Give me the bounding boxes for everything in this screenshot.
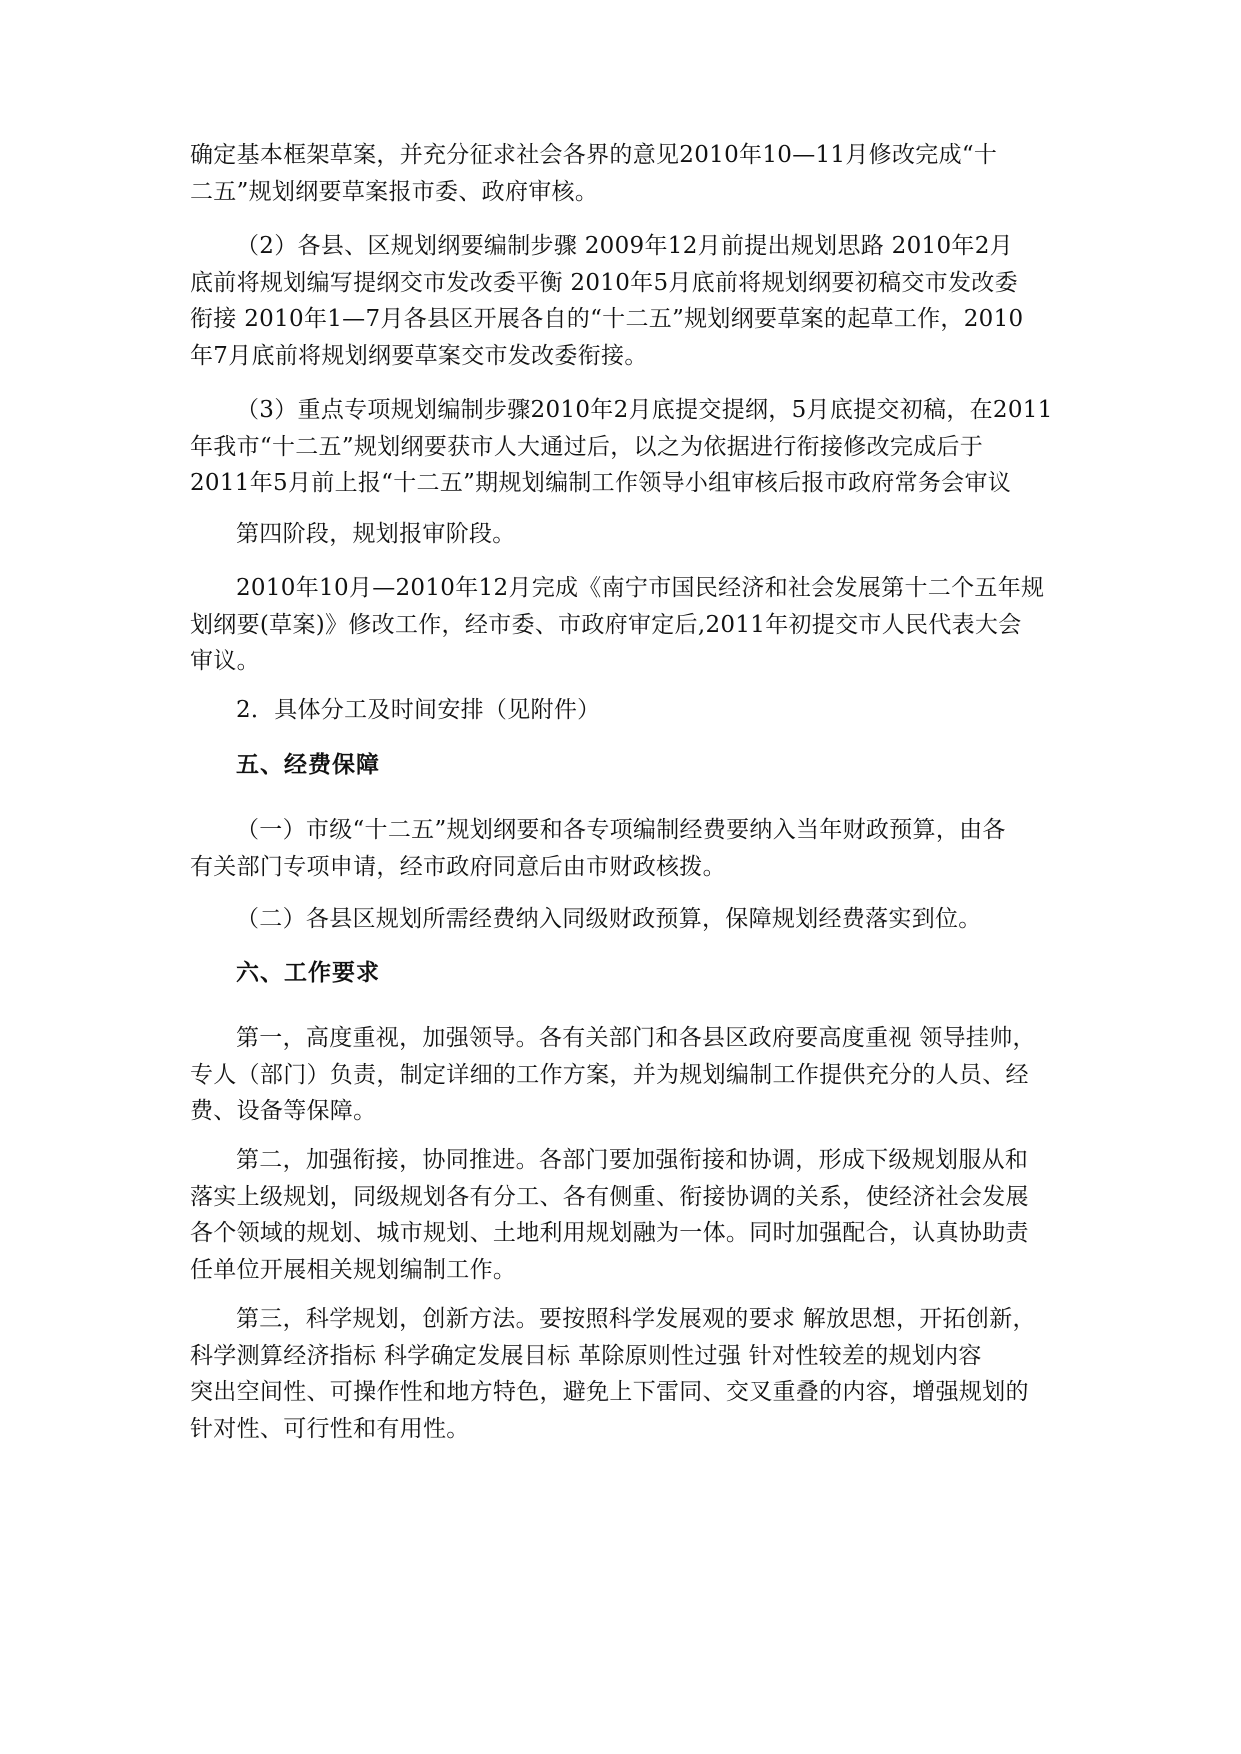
text-line: （二）各县区规划所需经费纳入同级财政预算，保障规划经费落实到位。	[236, 906, 982, 932]
text-line: 针对性、可行性和有用性。	[190, 1415, 470, 1442]
text-line: 年我市“十二五”规划纲要获市人大通过后，以之为依据进行衔接修改完成后于	[190, 433, 984, 460]
text-line: 任单位开展相关规划编制工作。	[190, 1256, 517, 1283]
text-line: 衔接 2010年1—7月各县区开展各自的“十二五”规划纲要草案的起草工作，2010	[190, 306, 1024, 332]
text-line: （3）重点专项规划编制步骤2010年2月底提交提纲，5月底提交初稿，在2011	[236, 397, 1053, 423]
text-line: 费、设备等保障。	[190, 1098, 377, 1124]
paragraph-requirement-one	[190, 1020, 1090, 1130]
paragraph-county-funding	[190, 901, 1090, 938]
text-line: 第三，科学规划，创新方法。要按照科学发展观的要求 解放思想，开拓创新，	[236, 1306, 1036, 1332]
text-line: （2）各县、区规划纲要编制步骤 2009年12月前提出规划思路 2010年2月	[236, 233, 1013, 259]
text-line: 确定基本框架草案，并充分征求社会各界的意见2010年10—11月修改完成“十	[190, 142, 998, 168]
text-line: 审议。	[190, 648, 260, 674]
text-line: 突出空间性、可操作性和地方特色，避免上下雷同、交叉重叠的内容，增强规划的	[190, 1379, 1029, 1405]
text-line: 2010年10月—2010年12月完成《南宁市国民经济和社会发展第十二个五年规	[236, 575, 1045, 601]
text-line: 底前将规划编写提纲交市发改委平衡 2010年5月底前将规划纲要初稿交市发改委	[190, 269, 1018, 296]
text-line: 科学测算经济指标 科学确定发展目标 革除原则性过强 针对性较差的规划内容	[190, 1342, 982, 1369]
paragraph-draft-framework	[190, 137, 1090, 210]
text-line: 2011年5月前上报“十二五”期规划编制工作领导小组审核后报市政府常务会审议	[190, 470, 1012, 496]
section-heading-funding: 五、经费保障	[236, 752, 380, 778]
text-line: 落实上级规划，同级规划各有分工、各有侧重、衔接协调的关系，使经济社会发展	[190, 1183, 1029, 1210]
paragraph-stage-four	[190, 516, 1090, 553]
text-line: 年7月底前将规划纲要草案交市发改委衔接。	[190, 342, 648, 369]
paragraph-county-steps	[190, 228, 1090, 374]
paragraph-requirement-two	[190, 1142, 1090, 1288]
paragraph-special-plan-steps	[190, 392, 1090, 502]
paragraph-review-schedule	[190, 570, 1090, 680]
section-heading-requirements: 六、工作要求	[236, 960, 380, 986]
text-line: 各个领域的规划、城市规划、土地利用规划融为一体。同时加强配合，认真协助责	[190, 1220, 1029, 1246]
text-line: 划纲要(草案)》修改工作，经市委、市政府审定后,2011年初提交市人民代表大会	[190, 611, 1022, 638]
text-line: 有关部门专项申请，经市政府同意后由市财政核拨。	[190, 853, 726, 880]
text-line: 二五”规划纲要草案报市委、政府审核。	[190, 178, 599, 205]
text-line: （一）市级“十二五”规划纲要和各专项编制经费要纳入当年财政预算，由各	[236, 817, 1006, 843]
text-line: 第二，加强衔接，协同推进。各部门要加强衔接和协调，形成下级规划服从和	[236, 1147, 1029, 1173]
text-line: 第四阶段，规划报审阶段。	[236, 521, 516, 547]
paragraph-division-of-work	[190, 692, 1090, 729]
text-line: 2．具体分工及时间安排（见附件）	[236, 697, 601, 723]
paragraph-requirement-three	[190, 1301, 1090, 1447]
paragraph-city-funding	[190, 812, 1090, 885]
text-line: 第一，高度重视，加强领导。各有关部门和各县区政府要高度重视 领导挂帅，	[236, 1025, 1036, 1051]
text-line: 专人（部门）负责，制定详细的工作方案，并为规划编制工作提供充分的人员、经	[190, 1061, 1029, 1088]
